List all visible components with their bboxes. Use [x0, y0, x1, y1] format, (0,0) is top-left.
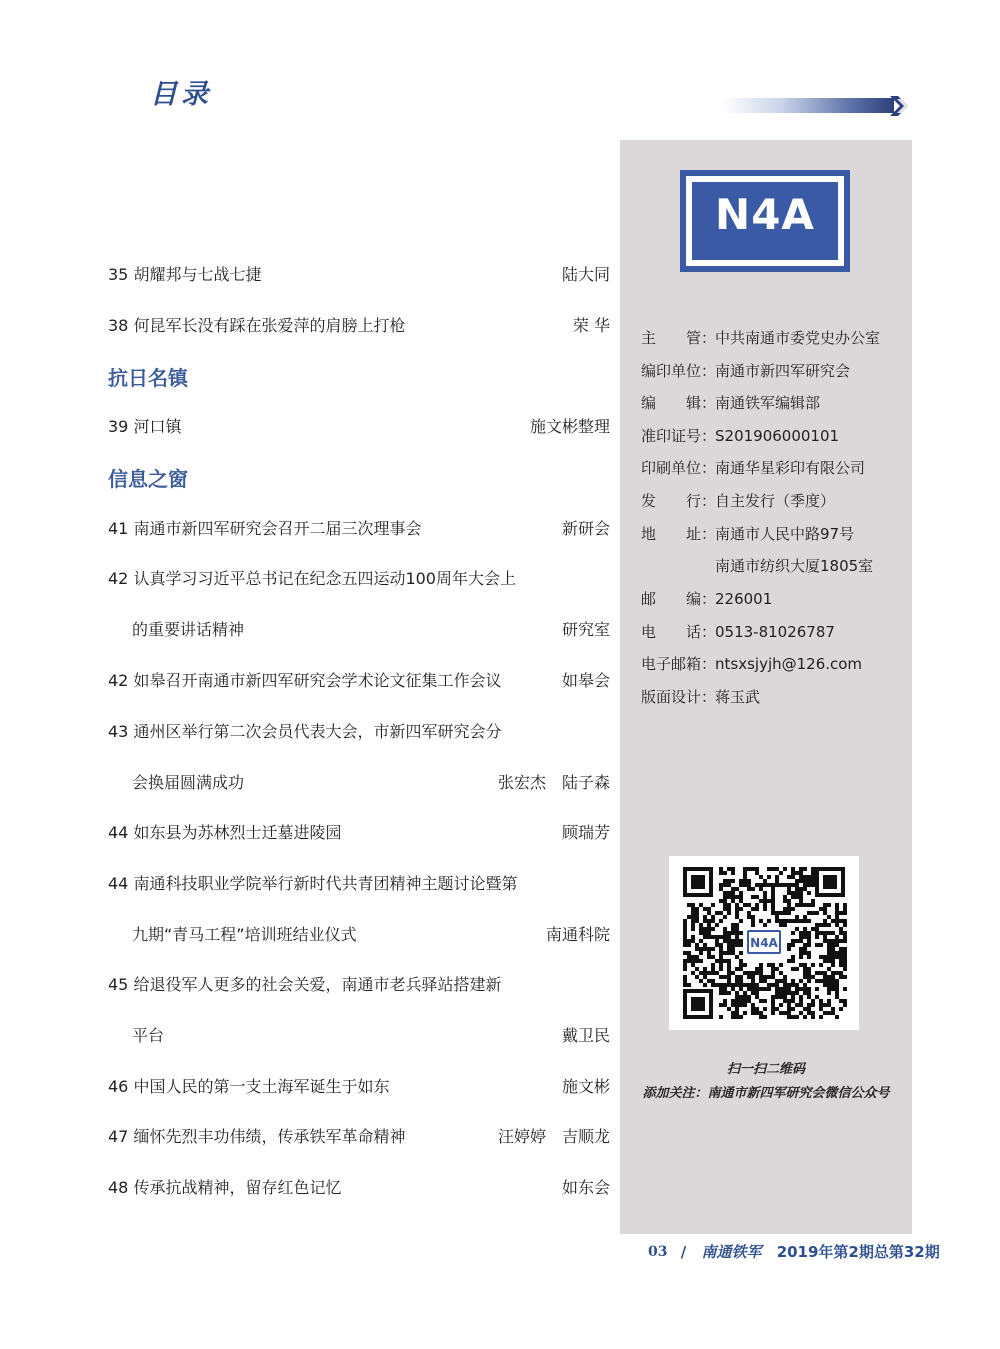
toc-title: 九期“青马工程”培训班结业仪式 [132, 925, 357, 944]
toc-row-continuation[interactable] [108, 922, 610, 948]
info-row-phone: 电 话：0513-81026787 [641, 623, 835, 641]
toc-row[interactable] [108, 313, 610, 339]
qr-caption-follow: 添加关注：南通市新四军研究会微信公众号 [642, 1086, 890, 1101]
toc-title: 46 中国人民的第一支土海军诞生于如东 [108, 1077, 390, 1096]
toc-author: 南通科院 [545, 925, 610, 944]
toc-author: 新研会 [561, 519, 610, 538]
toc-row-continuation[interactable] [108, 617, 610, 643]
slash-divider-icon: / [680, 1242, 687, 1261]
info-row-editor: 编 辑：南通铁军编辑部 [641, 394, 821, 412]
info-row-layout-design: 版面设计：蒋玉武 [641, 688, 761, 706]
toc-title: 平台 [132, 1026, 165, 1045]
toc-row[interactable] [108, 1175, 610, 1201]
toc-author: 如东会 [561, 1178, 610, 1197]
toc-title: 44 南通科技职业学院举行新时代共青团精神主题讨论暨第 [108, 874, 518, 893]
toc-author: 如皋会 [561, 671, 610, 690]
n4a-logo [680, 170, 850, 272]
toc-title: 41 南通市新四军研究会召开二届三次理事会 [108, 519, 422, 538]
toc-title: 47 缅怀先烈丰功伟绩，传承铁军革命精神 [108, 1127, 406, 1146]
page-footer [648, 1241, 940, 1265]
section-heading-info-window: 信息之窗 [108, 467, 188, 491]
toc-title: 44 如东县为苏林烈士迁墓进陵园 [108, 823, 342, 842]
page-title: 目录 [150, 79, 212, 110]
n4a-logo-text: N4A [692, 182, 838, 260]
info-row-supervisor: 主 管：中共南通市委党史办公室 [641, 329, 881, 347]
toc-title: 39 河口镇 [108, 417, 182, 436]
toc-title: 45 给退役军人更多的社会关爱，南通市老兵驿站搭建新 [108, 975, 502, 994]
toc-author: 张宏杰 陆子森 [497, 773, 610, 792]
info-row-publisher: 编印单位：南通市新四军研究会 [641, 362, 851, 380]
magazine-name: 南通铁军 [701, 1243, 762, 1261]
toc-row[interactable] [108, 668, 610, 694]
info-row-distribution: 发 行：自主发行（季度） [641, 492, 836, 510]
info-row-email[interactable]: 电子邮箱：ntsxsjyjh@126.com [641, 655, 863, 673]
toc-row[interactable] [108, 1074, 610, 1100]
toc-author: 施文彬整理 [529, 417, 610, 436]
toc-row[interactable] [108, 972, 610, 998]
toc-title: 42 认真学习习近平总书记在纪念五四运动100周年大会上 [108, 569, 516, 588]
toc-author: 研究室 [561, 620, 610, 639]
issue-info: 2019年第2期总第32期 [776, 1243, 940, 1261]
toc-row-continuation[interactable] [108, 770, 610, 796]
toc-row[interactable] [108, 414, 610, 440]
section-heading-anti-japanese-towns: 抗日名镇 [108, 366, 188, 390]
toc-author: 陆大同 [561, 265, 610, 284]
info-row-address: 地 址：南通市人民中路97号 [641, 525, 855, 543]
double-chevron-icon [890, 96, 912, 116]
toc-title: 38 何昆军长没有踩在张爱萍的肩膀上打枪 [108, 316, 406, 335]
header-decoration-bar [722, 98, 894, 113]
qr-badge-text: N4A [750, 936, 778, 950]
toc-title: 43 通州区举行第二次会员代表大会，市新四军研究会分 [108, 722, 502, 741]
toc-title: 会换届圆满成功 [132, 773, 245, 792]
toc-row-continuation[interactable] [108, 1023, 610, 1049]
toc-author: 施文彬 [561, 1077, 610, 1096]
toc-row[interactable] [108, 262, 610, 288]
qr-caption-scan: 扫一扫二维码 [726, 1062, 805, 1077]
toc-title: 48 传承抗战精神，留存红色记忆 [108, 1178, 342, 1197]
toc-row[interactable] [108, 1124, 610, 1150]
page-number: 03 [648, 1243, 668, 1260]
toc-row[interactable] [108, 820, 610, 846]
toc-title: 的重要讲话精神 [132, 620, 245, 639]
info-row-printer: 印刷单位：南通华星彩印有限公司 [641, 459, 866, 477]
toc-author: 顾瑞芳 [561, 823, 610, 842]
wechat-qr-code[interactable] [669, 856, 859, 1030]
toc-author: 汪婷婷 吉顺龙 [497, 1127, 610, 1146]
toc-row[interactable] [108, 871, 610, 897]
toc-author: 戴卫民 [561, 1026, 610, 1045]
publication-info-panel [620, 140, 912, 1234]
toc-row[interactable] [108, 719, 610, 745]
info-row-permit-number: 准印证号：S201906000101 [641, 427, 840, 445]
toc-row[interactable] [108, 566, 610, 592]
toc-row[interactable] [108, 516, 610, 542]
qr-code-pattern [681, 865, 847, 1021]
toc-title: 35 胡耀邦与七战七捷 [108, 265, 262, 284]
toc-title: 42 如皋召开南通市新四军研究会学术论文征集工作会议 [108, 671, 502, 690]
toc-author: 荣 华 [572, 316, 610, 335]
info-row-postcode: 邮 编：226001 [641, 590, 773, 608]
info-row-address-line2: 南通市纺织大厦1805室 [715, 557, 874, 575]
